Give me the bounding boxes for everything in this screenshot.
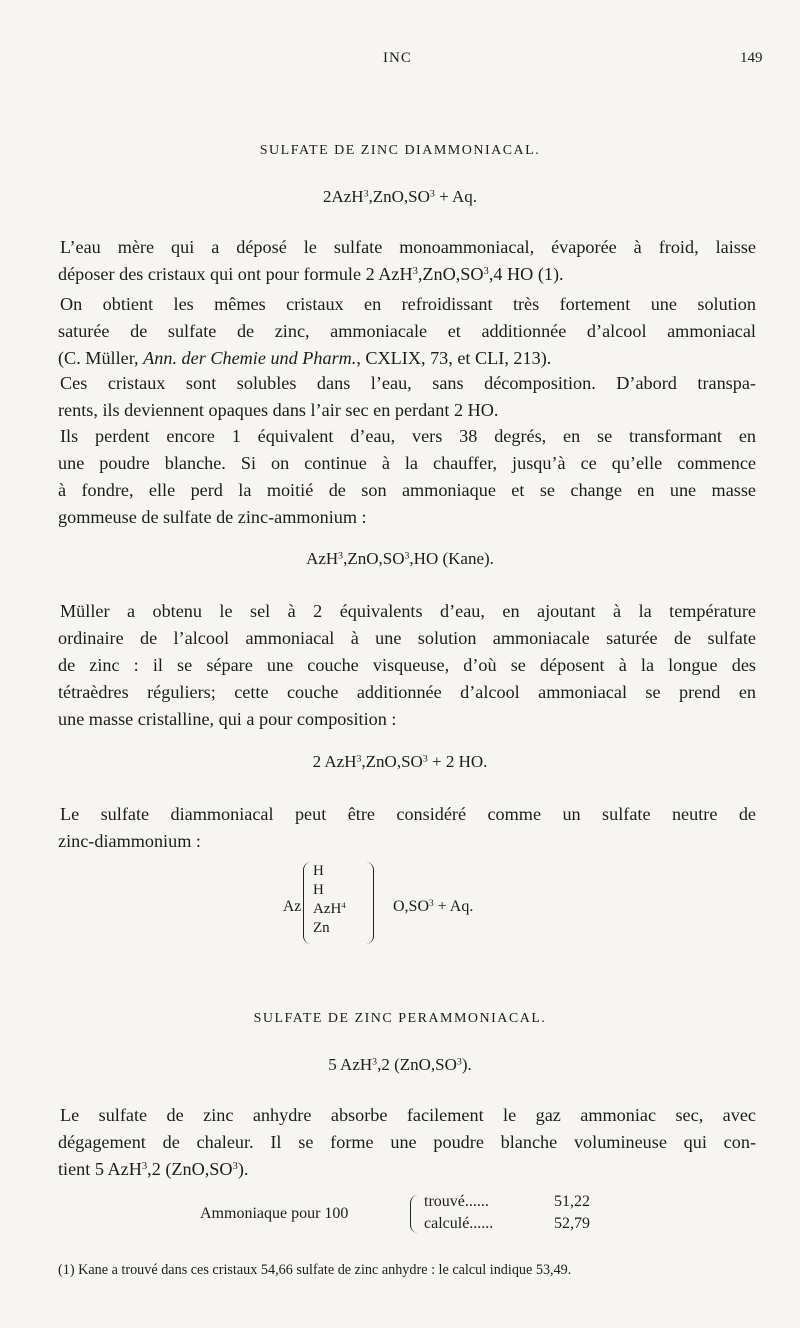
running-head-title: INC: [383, 50, 412, 66]
formula-part: 2 AzH: [312, 752, 357, 771]
brace-item: H: [313, 863, 324, 879]
text-run: déposer des cristaux qui ont pour formule 2 AzH: [58, 264, 413, 285]
text-run: ,2 (ZnO,SO: [147, 1159, 233, 1180]
superscript: 4: [341, 900, 346, 911]
formula-part: AzH: [306, 549, 339, 568]
running-head: [0, 50, 800, 72]
brace-items: [313, 862, 346, 938]
text-line: [58, 345, 756, 372]
brace-item: Zn: [313, 920, 330, 936]
left-brace: [410, 1195, 419, 1233]
formula-suffix: [393, 898, 473, 916]
formula-perammoniacal: [0, 1055, 800, 1075]
formula-part: ,ZnO,SO: [361, 752, 423, 771]
formula-sup: 3: [456, 1056, 462, 1068]
zinc-diammonium-formula: [283, 862, 543, 952]
text-run: ).: [237, 1159, 249, 1180]
formula-sup: 3: [338, 550, 344, 562]
text-line: Ces cristaux sont solubles dans l’eau, sans décomposition. D’abord transpa-: [60, 373, 756, 393]
text-line: saturée de sulfate de zinc, ammoniacale et additionnée d’alcool ammoniacal: [58, 321, 756, 342]
paragraph-6: [58, 801, 756, 855]
text-run: , CXLIX, 73, et CLI, 213).: [356, 348, 552, 369]
paragraph-7: [58, 1102, 756, 1183]
text-line: de zinc : il se sépare une couche visqueuse, d’où se déposent à la longue des: [58, 655, 756, 676]
formula-part: ,ZnO,SO: [343, 549, 405, 568]
text-line: Müller a obtenu le sel à 2 équivalents d’eau, en ajoutant à la température: [60, 601, 756, 621]
formula-part: ,ZnO,SO: [368, 187, 430, 206]
text-line: une poudre blanche. Si on continue à la chauffer, jusqu’à ce qu’elle commence: [58, 453, 756, 474]
citation-title: Ann. der Chemie und Pharm.: [143, 348, 357, 369]
text-line: Le sulfate diammoniacal peut être considéré comme un sulfate neutre de: [60, 804, 756, 824]
formula-sup: 3: [356, 753, 362, 765]
text-line: Ils perdent encore 1 équivalent d’eau, vers 38 degrés, en se transformant en: [60, 426, 756, 446]
text-line: une masse cristalline, qui a pour composition :: [58, 709, 397, 730]
formula-part: + Aq.: [433, 898, 474, 915]
text-line: dégagement de chaleur. Il se forme une poudre blanche volumineuse qui con-: [58, 1132, 756, 1153]
brace-item: [313, 900, 346, 919]
result-value: 52,79: [554, 1215, 590, 1232]
paragraph-1: [58, 234, 756, 288]
result-name: trouvé......: [424, 1193, 489, 1210]
formula-prefix: Az: [283, 898, 302, 915]
ammonia-results: [200, 1193, 620, 1239]
paragraph-4: [58, 423, 756, 531]
superscript: 3: [141, 1161, 148, 1173]
text-run: (C. Müller,: [58, 348, 144, 369]
formula-diammoniacal: [0, 187, 800, 207]
formula-sup: 3: [404, 550, 410, 562]
result-value: 51,22: [554, 1193, 590, 1210]
text-line: On obtient les mêmes cristaux en refroidissant très fortement une solution: [60, 294, 756, 314]
text-run: tient 5 AzH: [58, 1159, 142, 1180]
brace-item-text: AzH: [313, 901, 342, 917]
section-heading-diammoniacal: SULFATE DE ZINC DIAMMONIACAL.: [259, 143, 541, 158]
text-line: rents, ils deviennent opaques dans l’air sec en perdant 2 HO.: [58, 400, 499, 421]
text-line: [58, 1156, 756, 1183]
paragraph-2: [58, 291, 756, 372]
footnote: (1) Kane a trouvé dans ces cristaux 54,66 sulfate de zinc anhydre : le calcul indique 53,49.: [58, 1262, 572, 1278]
formula-sup: 3: [429, 188, 435, 200]
formula-sup: 3: [363, 188, 369, 200]
right-brace: [365, 862, 374, 944]
text-line: ordinaire de l’alcool ammoniacal à une solution ammoniacale saturée de sulfate: [58, 628, 756, 649]
ammonia-label: Ammoniaque pour 100: [200, 1205, 349, 1222]
formula-part: + Aq.: [434, 187, 478, 206]
section-heading-perammoniacal: SULFATE DE ZINC PERAMMONIACAL.: [253, 1011, 547, 1026]
left-brace: [303, 862, 312, 944]
formula-part: + 2 HO.: [427, 752, 488, 771]
formula-part: ,2 (ZnO,SO: [377, 1055, 457, 1074]
text-run: ,ZnO,SO: [417, 264, 484, 285]
text-line: Le sulfate de zinc anhydre absorbe facilement le gaz ammoniac sec, avec: [60, 1105, 756, 1125]
formula-part: 2AzH: [322, 187, 364, 206]
result-row-found: [424, 1193, 590, 1211]
text-line: L’eau mère qui a déposé le sulfate monoammoniacal, évaporée à froid, laisse: [60, 237, 756, 257]
paragraph-5: [58, 598, 756, 733]
superscript: 3: [412, 266, 418, 278]
formula-part: ,HO (Kane).: [409, 549, 494, 568]
text-line: [58, 261, 756, 288]
page-number: 149: [740, 50, 763, 66]
formula-part: 5 AzH: [328, 1055, 373, 1074]
text-run: ,4 HO (1).: [488, 264, 564, 285]
superscript: 3: [232, 1161, 238, 1173]
formula-2ho: [0, 752, 800, 772]
text-line: zinc-diammonium :: [58, 831, 201, 852]
text-line: tétraèdres réguliers; cette couche additionnée d’alcool ammoniacal se prend en: [58, 682, 756, 703]
formula-part: ).: [461, 1055, 472, 1074]
result-row-calculated: [424, 1215, 590, 1233]
formula-sup: 3: [372, 1056, 378, 1068]
text-line: à fondre, elle perd la moitié de son ammoniaque et se change en une masse: [58, 480, 756, 501]
superscript: 3: [483, 266, 489, 278]
result-name: calculé......: [424, 1215, 494, 1232]
formula-sup: 3: [429, 898, 434, 909]
brace-item: H: [313, 882, 324, 898]
text-line: gommeuse de sulfate de zinc-ammonium :: [58, 507, 367, 528]
paragraph-3: [58, 370, 756, 424]
formula-kane: [0, 549, 800, 569]
formula-sup: 3: [422, 753, 428, 765]
formula-part: O,SO: [393, 898, 430, 915]
